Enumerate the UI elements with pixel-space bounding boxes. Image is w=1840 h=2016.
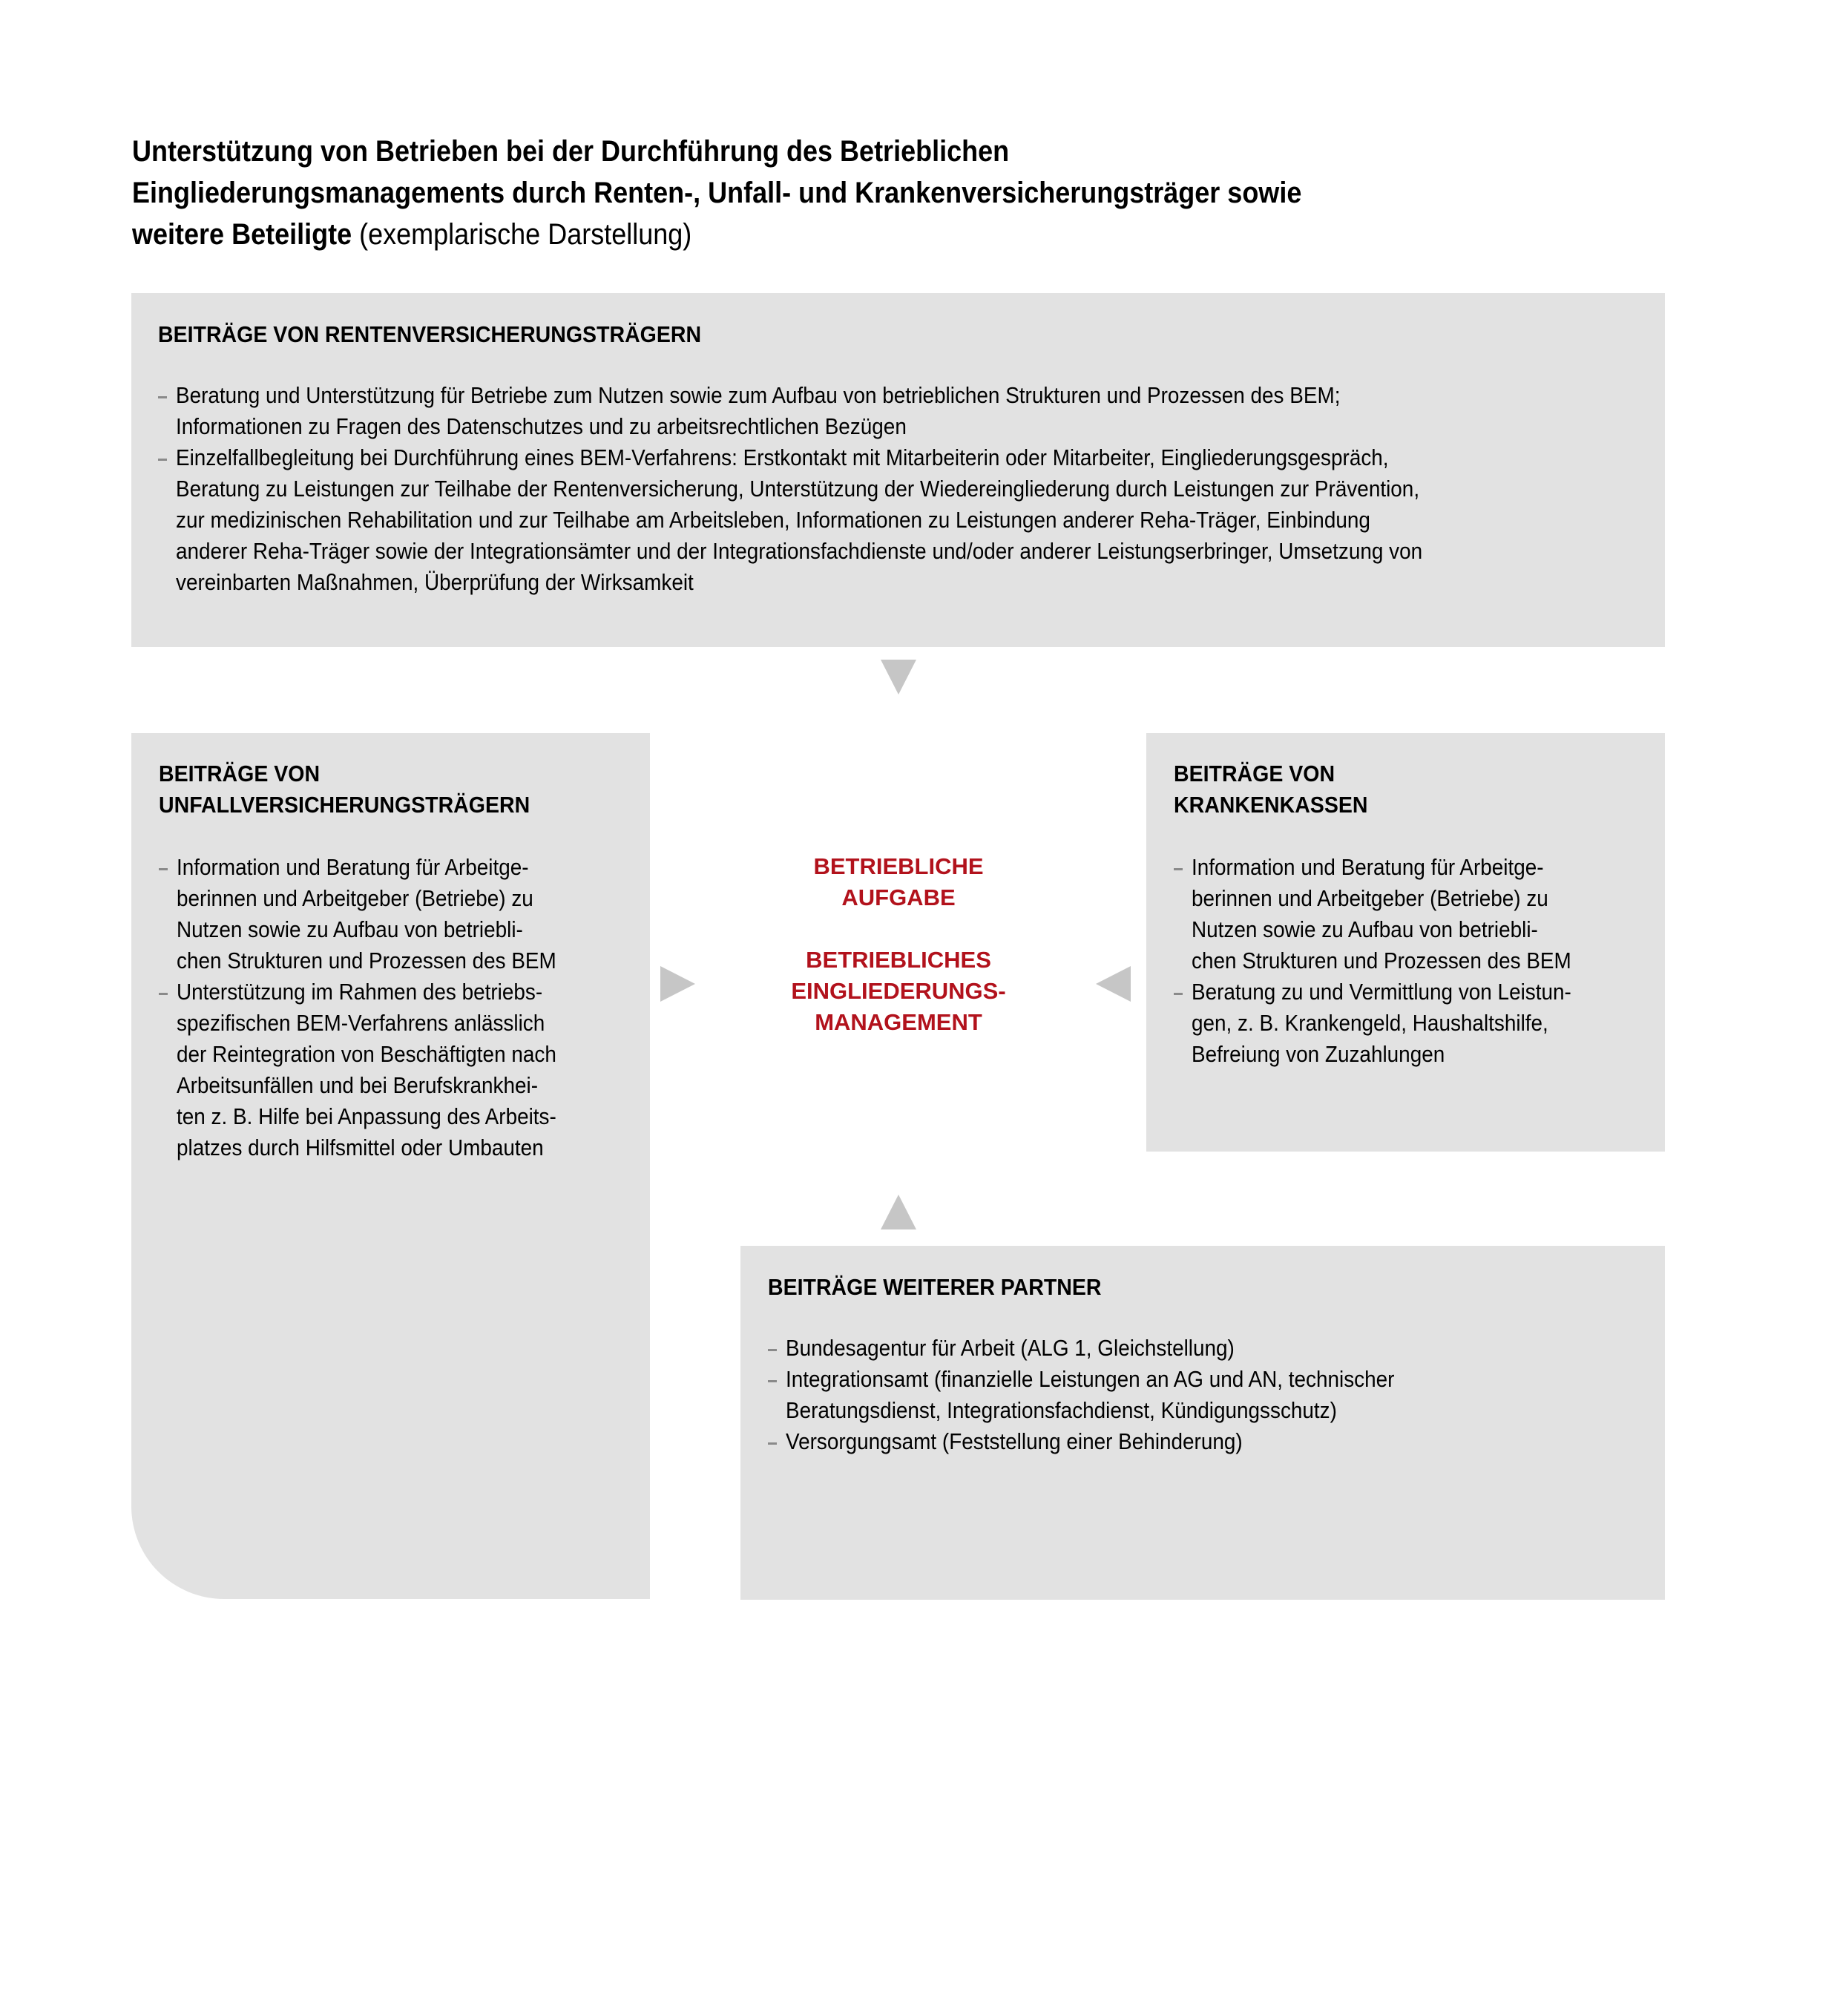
list-item-text: Beratungsdienst, Integrationsfachdienst, Kündigungsschutz) xyxy=(786,1397,1337,1423)
list-item-text: Versorgungsamt (Feststellung einer Behinderung) xyxy=(786,1428,1243,1454)
dash-bullet-icon xyxy=(158,380,168,411)
box-heading-line: BEITRÄGE WEITERER PARTNER xyxy=(768,1274,1102,1300)
list-item-text: Beratung zu Leistungen zur Teilhabe der Rentenversicherung, Unterstützung der Wiedereingliederung durch Leistungen zur Prävention, xyxy=(176,476,1420,502)
box-unfallversicherung xyxy=(131,733,650,1599)
list-item-text: spezifischen BEM-Verfahrens anlässlich xyxy=(177,1010,545,1036)
box-heading-line: BEITRÄGE VON RENTENVERSICHERUNGSTRÄGERN xyxy=(158,321,702,347)
arrow-right-icon xyxy=(660,966,695,1002)
box-heading-line: BEITRÄGE VON xyxy=(1174,761,1335,787)
list-item-text: der Reintegration von Beschäftigten nach xyxy=(177,1041,556,1067)
dash-bullet-icon xyxy=(158,442,168,473)
dash-bullet-icon xyxy=(768,1364,778,1395)
box-weitere-partner xyxy=(740,1246,1665,1600)
list-item-text: berinnen und Arbeitgeber (Betriebe) zu xyxy=(177,885,533,911)
list-item-text: chen Strukturen und Prozessen des BEM xyxy=(1192,948,1571,973)
list-item xyxy=(768,1333,1462,1364)
dash-bullet-icon xyxy=(159,976,169,1008)
box-heading xyxy=(768,1272,1101,1303)
list-item-text: Beratung und Unterstützung für Betriebe zum Nutzen sowie zum Aufbau von betrieblichen Strukturen und Prozessen des BEM; xyxy=(176,382,1341,408)
title-line-2: Eingliederungsmanagements durch Renten-, Unfall- und Krankenversicherungsträger sowie xyxy=(132,177,1302,209)
box-heading xyxy=(158,319,701,350)
arrow-up-icon xyxy=(881,1195,916,1229)
box-heading-line: KRANKENKASSEN xyxy=(1174,792,1368,818)
dash-bullet-icon xyxy=(1174,852,1184,883)
list-item-text: ten z. B. Hilfe bei Anpassung des Arbeits- xyxy=(177,1103,556,1129)
list-item xyxy=(159,976,599,1163)
title-bold-part: weitere Beteiligte xyxy=(132,218,352,251)
list-item xyxy=(158,380,1561,442)
center-bem-line-2: EINGLIEDERUNGS- xyxy=(791,978,1006,1004)
list-item-text: Information und Beratung für Arbeitge- xyxy=(177,854,529,880)
box-heading xyxy=(159,758,530,821)
list-item-text: Integrationsamt (finanzielle Leistungen an AG und AN, technischer xyxy=(786,1366,1395,1392)
list-item xyxy=(159,852,599,976)
center-bem-line-1: BETRIEBLICHES xyxy=(806,947,991,973)
title-line-3 xyxy=(132,214,1534,255)
list-item-text: Information und Beratung für Arbeitge- xyxy=(1192,854,1544,880)
center-task-line-1: BETRIEBLICHE xyxy=(813,853,984,879)
list-item-text: platzes durch Hilfsmittel oder Umbauten xyxy=(177,1135,544,1160)
bullet-list xyxy=(159,852,599,1163)
list-item-text: Einzelfallbegleitung bei Durchführung eines BEM-Verfahrens: Erstkontakt mit Mitarbeiterin oder Mitarbeiter, Eingliederungsgespräch, xyxy=(176,444,1389,470)
dash-bullet-icon xyxy=(768,1426,778,1457)
bullet-list xyxy=(158,380,1561,598)
list-item-text: Unterstützung im Rahmen des betriebs- xyxy=(177,979,543,1005)
list-item-text: Befreiung von Zuzahlungen xyxy=(1192,1041,1445,1067)
bullet-list xyxy=(768,1333,1462,1457)
title-line-1: Unterstützung von Betrieben bei der Durchführung des Betrieblichen xyxy=(132,135,1010,168)
list-item-text: Arbeitsunfällen und bei Berufskrankhei- xyxy=(177,1072,538,1098)
list-item-text: Informationen zu Fragen des Datenschutzes und zu arbeitsrechtlichen Bezügen xyxy=(176,413,907,439)
list-item-text: berinnen und Arbeitgeber (Betriebe) zu xyxy=(1192,885,1548,911)
dash-bullet-icon xyxy=(159,852,169,883)
list-item-text: vereinbarten Maßnahmen, Überprüfung der Wirksamkeit xyxy=(176,569,694,595)
list-item-text: zur medizinischen Rehabilitation und zur Teilhabe am Arbeitsleben, Informationen zu Leistungen anderer Reha-Träger, Einbindung xyxy=(176,507,1370,533)
diagram-title xyxy=(132,131,1690,255)
arrow-down-icon xyxy=(881,660,916,695)
list-item xyxy=(768,1426,1462,1457)
center-bem-line-3: MANAGEMENT xyxy=(815,1009,982,1035)
list-item xyxy=(1174,976,1614,1070)
box-rentenversicherung xyxy=(131,293,1665,647)
list-item xyxy=(158,442,1561,598)
list-item-text: anderer Reha-Träger sowie der Integrationsämter und der Integrationsfachdienste und/oder anderer Leistungserbringer, Umsetzung von xyxy=(176,538,1423,564)
list-item-text: Nutzen sowie zu Aufbau von betriebli- xyxy=(177,916,523,942)
list-item xyxy=(1174,852,1614,976)
list-item-text: Bundesagentur für Arbeit (ALG 1, Gleichstellung) xyxy=(786,1335,1235,1361)
center-task-line-2: AUFGABE xyxy=(841,884,956,910)
center-label xyxy=(750,851,1047,1038)
bullet-list xyxy=(1174,852,1614,1070)
title-subtitle: (exemplarische Darstellung) xyxy=(352,218,692,251)
box-heading-line: BEITRÄGE VON xyxy=(159,761,321,787)
list-item xyxy=(768,1364,1462,1426)
dash-bullet-icon xyxy=(1174,976,1184,1008)
box-krankenkassen xyxy=(1146,733,1665,1152)
dash-bullet-icon xyxy=(768,1333,778,1364)
list-item-text: chen Strukturen und Prozessen des BEM xyxy=(177,948,556,973)
box-heading-line: UNFALLVERSICHERUNGSTRÄGERN xyxy=(159,792,530,818)
list-item-text: Beratung zu und Vermittlung von Leistun- xyxy=(1192,979,1571,1005)
list-item-text: Nutzen sowie zu Aufbau von betriebli- xyxy=(1192,916,1538,942)
box-heading xyxy=(1174,758,1367,821)
arrow-left-icon xyxy=(1096,966,1131,1002)
list-item-text: gen, z. B. Krankengeld, Haushaltshilfe, xyxy=(1192,1010,1548,1036)
